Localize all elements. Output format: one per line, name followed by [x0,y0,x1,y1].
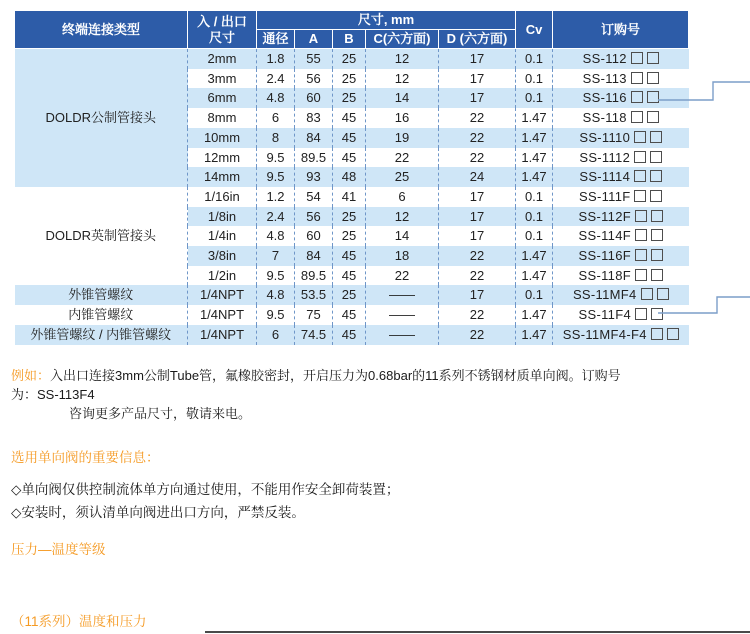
cell-bore: 1.8 [257,49,295,69]
cell-d: 17 [439,69,516,89]
cell-cv: 0.1 [516,49,553,69]
series-11-heading: （11系列）温度和压力 [11,614,147,629]
cell-bore: 4.8 [257,226,295,246]
header-cv: Cv [516,11,553,49]
cell-b: 45 [333,108,366,128]
cell-size: 10mm [188,128,257,148]
cell-size: 8mm [188,108,257,128]
cell-d: 22 [439,266,516,286]
group-cell: 外锥管螺纹 [15,285,188,305]
option-checkbox [651,229,663,241]
cell-a: 75 [295,305,333,325]
cell-d: 24 [439,167,516,187]
group-cell: 内锥管螺纹 [15,305,188,325]
option-checkbox [631,52,643,64]
option-checkbox [635,269,647,281]
cell-b: 45 [333,325,366,345]
table-row [15,325,689,345]
cell-size: 1/4in [188,226,257,246]
header-inlet-outlet-size [188,11,257,49]
cell-d: 22 [439,246,516,266]
cell-size: 12mm [188,148,257,168]
cell-a: 74.5 [295,325,333,345]
important-info-bullets [11,478,399,524]
cell-d: 17 [439,187,516,207]
option-checkbox [650,190,662,202]
group-cell: DOLDR英制管接头 [15,187,188,286]
cell-cv: 0.1 [516,226,553,246]
header-inlet-outlet-line1: 入 / 出口 [197,13,247,29]
table-row [15,49,689,69]
cell-a: 53.5 [295,285,333,305]
cell-a: 56 [295,207,333,227]
cell-b: 41 [333,187,366,207]
cell-c: 25 [366,167,439,187]
cell-bore: 7 [257,246,295,266]
order-number-text: SS-113 [582,70,627,86]
important-info-title: 选用单向阀的重要信息： [11,450,160,465]
option-checkbox [635,249,647,261]
table-header [15,11,689,49]
cell-b: 25 [333,226,366,246]
cell-c: —— [366,325,439,345]
cell-a: 93 [295,167,333,187]
order-number-text: SS-118F [578,267,631,283]
cell-d: 22 [439,128,516,148]
cell-cv: 0.1 [516,285,553,305]
cell-d: 17 [439,88,516,108]
cell-b: 45 [333,148,366,168]
header-dim-a: A [295,30,333,49]
order-number-text: SS-11MF4 [572,287,637,303]
cell-cv: 0.1 [516,88,553,108]
cell-b: 25 [333,207,366,227]
header-dim-c: C(六方面) [366,30,439,49]
spec-table [14,10,689,345]
cell-cv: 0.1 [516,207,553,227]
option-checkbox [651,210,663,222]
option-checkbox [641,288,653,300]
example-note [11,366,641,423]
cell-c: 12 [366,69,439,89]
cell-c: —— [366,285,439,305]
cell-cv: 1.47 [516,108,553,128]
cell-bore: 8 [257,128,295,148]
cell-a: 89.5 [295,148,333,168]
cell-d: 22 [439,305,516,325]
cell-bore: 4.8 [257,285,295,305]
example-label: 例如： [11,368,51,383]
bullet-one-way-use: ◇单向阀仅供控制流体单方向通过使用，不能用作安全卸荷装置； [11,482,400,497]
cell-size: 3/8in [188,246,257,266]
cell-b: 45 [333,246,366,266]
option-checkbox [651,308,663,320]
cell-size: 1/8in [188,207,257,227]
example-text: 入出口连接3mm公制Tube管，氟橡胶密封，开启压力为0.68bar的11系列不锈钢材质单向阀。订购号为：SS-113F4 [11,368,621,402]
cell-b: 45 [333,266,366,286]
cell-bore: 9.5 [257,266,295,286]
table-body [15,49,689,345]
option-checkbox [634,131,646,143]
cell-c: 22 [366,266,439,286]
order-number-cell [553,266,689,286]
cell-size: 1/4NPT [188,305,257,325]
cell-d: 17 [439,226,516,246]
order-number-cell [553,187,689,207]
option-checkbox [631,72,643,84]
order-number-cell [553,148,689,168]
cell-size: 2mm [188,49,257,69]
order-number-text: SS-112 [582,51,627,66]
cell-size: 1/16in [188,187,257,207]
cell-c: 22 [366,148,439,168]
cell-bore: 2.4 [257,69,295,89]
option-checkbox [647,52,659,64]
cell-bore: 6 [257,108,295,128]
option-checkbox [657,288,669,300]
header-bore: 通径 [257,30,295,49]
cell-size: 1/4NPT [188,285,257,305]
pressure-temperature-heading: 压力—温度等级 [11,542,106,557]
cell-cv: 1.47 [516,167,553,187]
option-checkbox [667,328,679,340]
table-row [15,285,689,305]
cell-c: 12 [366,207,439,227]
table-row [15,305,689,325]
header-inlet-outlet-line2: 尺寸 [208,29,235,45]
option-checkbox [635,308,647,320]
cell-c: 12 [366,49,439,69]
group-cell: DOLDR公制管接头 [15,49,188,187]
cell-a: 60 [295,88,333,108]
cell-c: 19 [366,128,439,148]
order-number-cell [553,246,689,266]
cell-c: 6 [366,187,439,207]
option-checkbox [651,249,663,261]
cell-cv: 0.1 [516,69,553,89]
header-dim-d: D (六方面) [439,30,516,49]
cell-size: 14mm [188,167,257,187]
header-dim-b: B [333,30,366,49]
option-checkbox [634,170,646,182]
order-number-cell [553,128,689,148]
order-number-cell [553,88,689,108]
header-connection-type: 终端连接类型 [15,11,188,49]
order-number-text: SS-1112 [579,149,631,165]
cell-bore: 9.5 [257,148,295,168]
order-number-text: SS-1110 [579,129,631,145]
cell-b: 45 [333,305,366,325]
cell-bore: 4.8 [257,88,295,108]
cell-c: 14 [366,88,439,108]
cell-c: —— [366,305,439,325]
order-number-cell [553,49,689,69]
cell-b: 25 [333,69,366,89]
order-number-text: SS-1114 [579,169,631,185]
option-checkbox [634,190,646,202]
option-checkbox [635,229,647,241]
cell-bore: 9.5 [257,167,295,187]
order-number-cell [553,325,689,345]
cell-a: 55 [295,49,333,69]
order-number-text: SS-116F [578,248,631,264]
cell-size: 6mm [188,88,257,108]
option-checkbox [634,151,646,163]
cell-a: 89.5 [295,266,333,286]
cell-d: 17 [439,285,516,305]
cell-size: 1/4NPT [188,325,257,345]
order-number-cell [553,167,689,187]
cell-a: 54 [295,187,333,207]
header-dimensions-group: 尺寸, mm [257,11,516,30]
option-checkbox [647,72,659,84]
cell-d: 17 [439,49,516,69]
cell-cv: 1.47 [516,266,553,286]
cell-c: 14 [366,226,439,246]
order-number-text: SS-118 [582,110,627,126]
order-number-text: SS-11F4 [578,307,631,323]
cell-size: 1/2in [188,266,257,286]
cell-b: 25 [333,285,366,305]
option-checkbox [631,111,643,123]
cell-bore: 1.2 [257,187,295,207]
option-checkbox [651,328,663,340]
cell-bore: 9.5 [257,305,295,325]
cell-bore: 2.4 [257,207,295,227]
spec-table-wrap [14,10,689,345]
order-number-cell [553,69,689,89]
cell-a: 84 [295,246,333,266]
order-number-cell [553,108,689,128]
cell-a: 84 [295,128,333,148]
cell-c: 18 [366,246,439,266]
cell-a: 60 [295,226,333,246]
header-order-number: 订购号 [553,11,689,49]
order-number-cell [553,285,689,305]
order-number-text: SS-114F [578,228,631,244]
cell-d: 22 [439,325,516,345]
cell-d: 22 [439,108,516,128]
cell-cv: 1.47 [516,246,553,266]
option-checkbox [647,91,659,103]
order-number-text: SS-111F [579,188,631,204]
option-checkbox [650,151,662,163]
order-number-text: SS-11MF4-F4 [562,326,647,342]
cell-b: 25 [333,88,366,108]
order-number-cell [553,207,689,227]
cell-cv: 0.1 [516,187,553,207]
cell-d: 17 [439,207,516,227]
option-checkbox [635,210,647,222]
cell-b: 48 [333,167,366,187]
group-cell: 外锥管螺纹 / 内锥管螺纹 [15,325,188,345]
option-checkbox [647,111,659,123]
cell-size: 3mm [188,69,257,89]
order-number-cell [553,305,689,325]
cell-b: 25 [333,49,366,69]
order-number-cell [553,226,689,246]
cell-cv: 1.47 [516,148,553,168]
cell-cv: 1.47 [516,325,553,345]
option-checkbox [650,170,662,182]
cell-c: 16 [366,108,439,128]
example-text-2: 咨询更多产品尺寸，敬请来电。 [69,406,252,421]
bottom-divider [205,631,750,633]
option-checkbox [650,131,662,143]
order-number-text: SS-116 [582,90,627,106]
option-checkbox [651,269,663,281]
cell-a: 83 [295,108,333,128]
option-checkbox [631,91,643,103]
cell-d: 22 [439,148,516,168]
cell-bore: 6 [257,325,295,345]
cell-cv: 1.47 [516,128,553,148]
cell-a: 56 [295,69,333,89]
order-number-text: SS-112F [578,208,631,224]
cell-b: 45 [333,128,366,148]
table-row [15,187,689,207]
cell-cv: 1.47 [516,305,553,325]
bullet-install-direction: ◇安装时，须认清单向阀进出口方向，严禁反装。 [11,505,305,520]
